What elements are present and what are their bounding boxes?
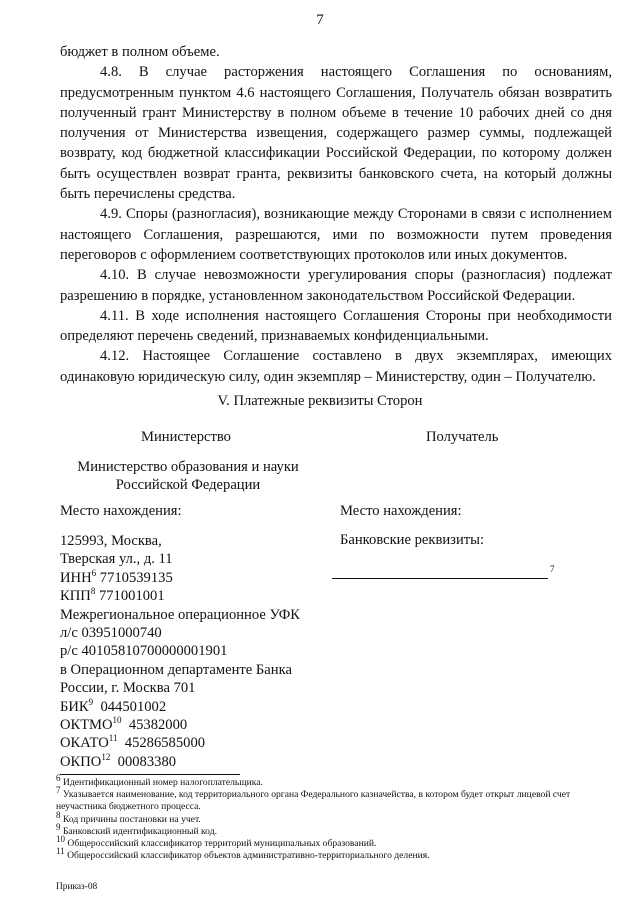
inn-footnote-ref: 6 <box>91 567 97 578</box>
paragraph-4-10: 4.10. В случае невозможности урегулирования споры (разногласия) подлежат разрешению в порядке, установленном законодательством Российской Федерации. <box>60 267 612 304</box>
footnote-separator <box>60 774 240 775</box>
oktmo-footnote-ref: 10 <box>112 715 122 726</box>
paragraph-4-12: 4.12. Настоящее Соглашение составлено в двух экземплярах, имеющих одинаковую юридическую силу, один экземпляр – Министерству, один – Получателю. <box>60 348 612 385</box>
rs-line: р/с 40105810700000001901 <box>60 643 228 660</box>
agreement-text <box>60 42 612 387</box>
footnote <box>56 821 616 838</box>
footnote <box>56 833 616 850</box>
kpp-value: 771001001 <box>95 588 165 605</box>
footnote-text: Указывается наименование, код территориального органа Федерального казначейства, в котором будет открыт лицевой счет неучастника бюджетного процесса. <box>56 789 571 813</box>
footnote-number: 8 <box>56 809 61 820</box>
footnote-number: 9 <box>56 821 61 832</box>
address-line1: 125993, Москва, <box>60 533 162 549</box>
bank-line2: России, г. Москва 701 <box>60 680 196 697</box>
paragraph-4-9: 4.9. Споры (разногласия), возникающие между Сторонами в связи с исполнением настоящего Соглашения, разрешаются, ими по возможности путем проведения переговоров с оформлением соответствующих протоколов или иных документов. <box>60 206 612 263</box>
okpo-label: ОКПО <box>60 753 102 770</box>
footnote-number: 11 <box>56 846 65 857</box>
bik-value: 044501002 <box>93 698 167 715</box>
footnote <box>56 785 616 813</box>
okato-label: ОКАТО <box>60 735 109 752</box>
footnote-text: Общероссийский классификатор территорий муниципальных образований. <box>65 838 377 850</box>
ministry-name-line2: Российской Федерации <box>115 477 261 493</box>
page-number: 7 <box>316 12 324 28</box>
bik-footnote-ref: 9 <box>88 696 94 707</box>
ministry-location-label: Место нахождения: <box>60 503 182 519</box>
inn-value: 7710539135 <box>96 569 173 586</box>
section-title: V. Платежные реквизиты Сторон <box>217 393 423 409</box>
bank-details-blank-line <box>332 578 548 579</box>
oktmo-value: 45382000 <box>121 717 188 734</box>
footnote-number: 6 <box>56 772 61 783</box>
recipient-location-label: Место нахождения: <box>340 503 462 519</box>
bank-line1: в Операционном департаменте Банка <box>60 661 292 678</box>
ministry-requisites <box>60 532 300 771</box>
bik-line <box>60 698 300 716</box>
okpo-footnote-ref: 12 <box>101 752 111 763</box>
ministry-name-line1: Министерство образования и науки <box>77 459 299 475</box>
inn-line <box>60 569 300 587</box>
bik-label: БИК <box>60 698 89 715</box>
recipient-heading: Получатель <box>426 429 499 445</box>
footnote-text: Код причины постановки на учет. <box>60 813 201 825</box>
ministry-heading: Министерство <box>141 429 231 445</box>
paragraph-continuation: бюджет в полном объеме. <box>60 44 220 60</box>
footnote-number: 10 <box>56 833 65 844</box>
ministry-name <box>60 458 316 494</box>
address-line2: Тверская ул., д. 11 <box>60 551 173 568</box>
document-footer-code: Приказ-08 <box>56 882 98 892</box>
paragraph-4-11: 4.11. В ходе исполнения настоящего Соглашения Стороны при необходимости определяют перечень сведений, признаваемых конфиденциальными. <box>60 307 612 345</box>
okato-footnote-ref: 11 <box>108 733 118 744</box>
blank-footnote-ref: 7 <box>550 564 555 574</box>
okato-value: 45286585000 <box>117 735 206 752</box>
okpo-value: 00083380 <box>110 753 177 770</box>
kpp-label: КПП <box>60 588 91 605</box>
footnote <box>56 809 616 826</box>
footnote <box>56 772 616 789</box>
kpp-footnote-ref: 8 <box>90 586 96 597</box>
footnote-text: Общероссийский классификатор объектов административно-территориального деления. <box>64 850 430 862</box>
okpo-line <box>60 753 300 771</box>
footnote <box>56 846 616 862</box>
footnote-text: Банковский идентификационный код. <box>60 825 217 837</box>
paragraph-4-8: 4.8. В случае расторжения настоящего Соглашения по основаниям, предусмотренным пунктом 4.6 настоящего Соглашения, Получатель обязан возвратить полученный грант Министерству в полном объеме в течение 10 рабочих дней со дня получения от Министерства извещения, содержащего размер суммы, подлежащей возврату, код бюджетной классификации Российской Федерации, по которому должен быть осуществлен возврат гранта, реквизиты банковского счета, на который должны быть перечислены средства. <box>60 64 612 203</box>
inn-label: ИНН <box>60 569 92 586</box>
oktmo-label: ОКТМО <box>60 717 113 734</box>
footnote-text: Идентификационный номер налогоплательщика. <box>60 777 263 788</box>
recipient-bank-label: Банковские реквизиты: <box>340 532 484 548</box>
kpp-line <box>60 587 300 605</box>
okato-line <box>60 734 300 752</box>
footnotes <box>56 772 616 862</box>
oktmo-line <box>60 716 300 734</box>
footnote-number: 7 <box>56 785 61 796</box>
ufk-line: Межрегиональное операционное УФК <box>60 606 300 623</box>
ls-line: л/с 03951000740 <box>60 625 162 642</box>
